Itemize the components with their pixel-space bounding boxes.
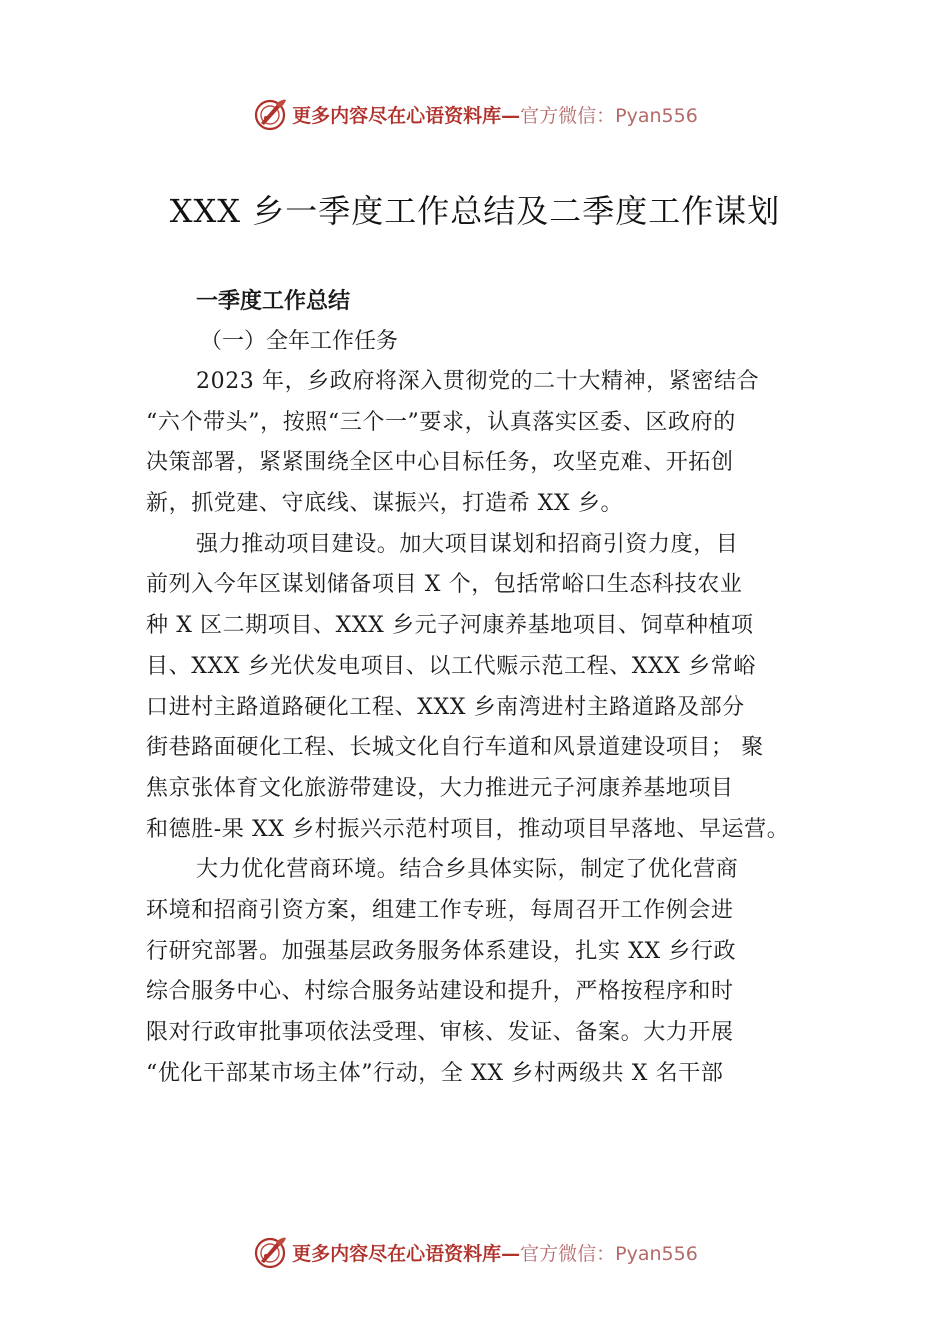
body-line: 新，抓党建、守底线、谋振兴，打造希 XX 乡。 [146, 491, 624, 517]
quill-seal-icon [252, 1234, 288, 1270]
body-line: 限对行政审批事项依法受理、审核、发证、备案。大力开展 [146, 1020, 734, 1045]
banner-text: 更多内容尽在心语资料库— [292, 1242, 521, 1265]
footer-banner [0, 1232, 950, 1272]
body-line: 2023 年，乡政府将深入贯彻党的二十大精神，紧密结合 [196, 369, 760, 394]
body-line: 前列入今年区谋划储备项目 X 个，包括常峪口生态科技农业 [146, 572, 743, 598]
body-line: 综合服务中心、村综合服务站建设和提升，严格按程序和时 [146, 979, 734, 1005]
body-line: 口进村主路道路硬化工程、XXX 乡南湾进村主路道路及部分 [146, 694, 745, 720]
banner-wechat-id: 官方微信：Pyan556 [520, 1242, 698, 1265]
document-body [146, 282, 818, 1094]
body-line: 环境和招商引资方案，组建工作专班，每周召开工作例会进 [146, 897, 734, 923]
body-line: 大力优化营商环境。结合乡具体实际，制定了优化营商 [196, 857, 739, 883]
body-line: 强力推动项目建设。加大项目谋划和招商引资力度，目 [196, 531, 739, 557]
body-line: 决策部署，紧紧围绕全区中心目标任务，攻坚克难、开拓创 [146, 450, 734, 476]
quill-seal-icon [252, 96, 288, 132]
body-line: 焦京张体育文化旅游带建设，大力推进元子河康养基地项目 [146, 775, 734, 801]
body-line: 行研究部署。加强基层政务服务体系建设，扎实 XX 乡行政 [146, 938, 737, 964]
body-line: 街巷路面硬化工程、长城文化自行车道和风景道建设项目； 聚 [146, 735, 764, 761]
paragraph-lines [146, 362, 818, 1094]
banner-wechat-id: 官方微信：Pyan556 [520, 104, 698, 127]
subsection-heading: （一）全年工作任务 [200, 329, 399, 354]
body-line: 和德胜-果 XX 乡村振兴示范村项目，推动项目早落地、早运营。 [146, 816, 790, 842]
section-heading: 一季度工作总结 [196, 289, 351, 314]
banner-text: 更多内容尽在心语资料库— [292, 104, 521, 127]
body-line: 目、XXX 乡光伏发电项目、以工代赈示范工程、XXX 乡常峪 [146, 653, 756, 679]
body-line: “六个带头”，按照“三个一”要求，认真落实区委、区政府的 [146, 409, 736, 435]
header-banner [0, 94, 950, 134]
document-title: XXX 乡一季度工作总结及二季度工作谋划 [169, 192, 781, 230]
body-line: “优化干部某市场主体”行动，全 XX 乡村两级共 X 名干部 [146, 1060, 724, 1086]
body-line: 种 X 区二期项目、XXX 乡元子河康养基地项目、饲草种植项 [146, 613, 754, 639]
